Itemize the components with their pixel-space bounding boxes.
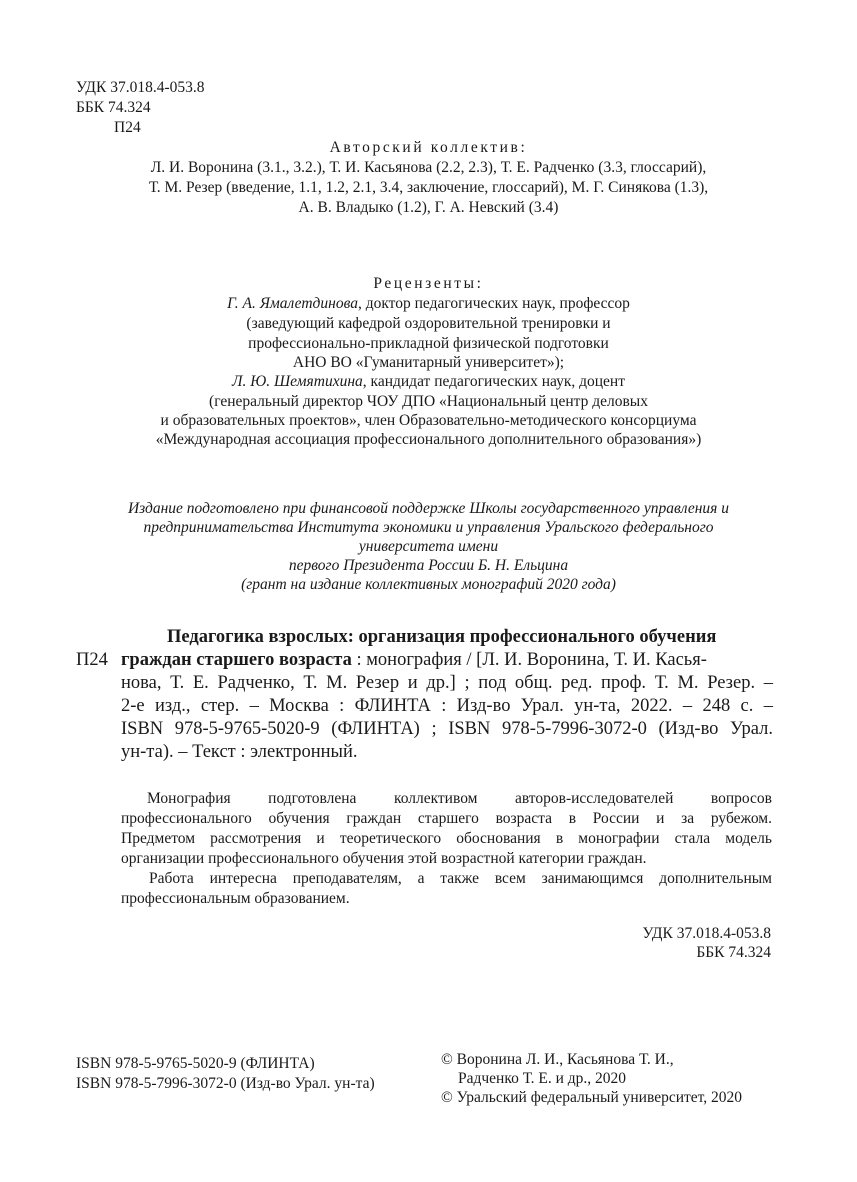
- authors-line-3: А. В. Владыко (1.2), Г. А. Невский (3.4): [298, 199, 559, 216]
- annotation: [121, 789, 772, 909]
- reviewer-2-header: [0, 372, 857, 392]
- annotation-p1-line-3: Предметом рассмотрения и теоретического обоснования в монографии стала модель: [121, 830, 772, 847]
- annotation-p1-line-1: Монография подготовлена коллективом авторов-исследователей вопросов: [147, 790, 772, 807]
- funding-line-3: университета имени: [358, 538, 499, 555]
- bibliographic-line-5: ISBN 978-5-9765-5020-9 (ФЛИНТА) ; ISBN 978-5-7996-3072-0 (Изд-во Урал.: [121, 719, 773, 739]
- bibliographic-line-2-rest: : монография / [Л. И. Воронина, Т. И. Касья-: [351, 650, 707, 670]
- bbk-code: ББК 74.324: [76, 99, 151, 116]
- funding-line-4: первого Президента России Б. Н. Ельцина: [288, 557, 569, 574]
- author-sign: П24: [114, 119, 141, 136]
- isbn-line-1: ISBN 978-5-9765-5020-9 (ФЛИНТА): [76, 1055, 315, 1072]
- bibliographic-line-2: [121, 649, 773, 672]
- reviewer-1-title: , доктор педагогических наук, профессор: [357, 295, 630, 312]
- reviewers-heading: Рецензенты:: [373, 275, 484, 292]
- reviewer-2-title: , кандидат педагогических наук, доцент: [362, 373, 625, 390]
- reviewer-1-line-3: АНО ВО «Гуманитарный университет»);: [292, 354, 565, 371]
- copyright-line-3: © Уральский федеральный университет, 2020: [441, 1089, 743, 1106]
- funding-line-2: предпринимательства Института экономики и управления Уральского федерального: [143, 519, 714, 536]
- udk-code-bottom: УДК 37.018.4-053.8: [642, 925, 771, 942]
- book-title-line-1: Педагогика взрослых: организация профессионального обучения: [167, 627, 717, 647]
- funding-line-1: Издание подготовлено при финансовой поддержке Школы государственного управления и: [127, 500, 730, 517]
- copyright-line-1: © Воронина Л. И., Касьянова Т. И.,: [441, 1051, 674, 1068]
- annotation-p1-line-4: организации профессионального обучения этой возрастной категории граждан.: [121, 850, 647, 867]
- copyright-line-2: Радченко Т. Е. и др., 2020: [458, 1070, 627, 1087]
- isbn-line-2: ISBN 978-5-7996-3072-0 (Изд-во Урал. ун-та): [76, 1075, 375, 1092]
- reviewer-1-line-2: профессионально-прикладной физической подготовки: [248, 335, 609, 352]
- authors-heading: Авторский коллектив:: [329, 139, 528, 156]
- authors-line-1: Л. И. Воронина (3.1., 3.2.), Т. И. Касьянова (2.2, 2.3), Т. Е. Радченко (3.3, глоссарий),: [150, 159, 707, 176]
- bbk-code-bottom: ББК 74.324: [696, 944, 771, 961]
- udk-code: УДК 37.018.4-053.8: [76, 79, 205, 96]
- annotation-p2-line-2: профессиональным образованием.: [121, 890, 350, 907]
- book-title-line-2: граждан старшего возраста: [121, 650, 352, 670]
- authors-line-2: Т. М. Резер (введение, 1.1, 1.2, 2.1, 3.4, заключение, глоссарий), М. Г. Синякова (1.3),: [148, 179, 709, 196]
- reviewer-2-line-3: «Международная ассоциация профессионального дополнительного образования»): [155, 431, 702, 448]
- reviewer-2-line-2: и образовательных проектов», член Образовательно-методического консорциума: [160, 412, 697, 429]
- bibliographic-line-3: нова, Т. Е. Радченко, Т. М. Резер и др.] ; под общ. ред. проф. Т. М. Резер. –: [121, 673, 773, 693]
- reviewer-2-line-1: (генеральный директор ЧОУ ДПО «Национальный центр деловых: [209, 393, 648, 410]
- funding-line-5: (грант на издание коллективных монографий 2020 года): [241, 576, 616, 593]
- reviewer-1-header: [0, 294, 857, 314]
- reviewer-1-line-1: (заведующий кафедрой оздоровительной тренировки и: [246, 315, 611, 332]
- bibliographic-line-4: 2-е изд., стер. – Москва : ФЛИНТА : Изд-во Урал. ун-та, 2022. – 248 с. –: [121, 696, 773, 716]
- annotation-p1-line-2: профессионального обучения граждан старшего возраста в России и за рубежом.: [121, 810, 772, 827]
- reviewer-2-name: Л. Ю. Шемятихина: [232, 373, 363, 390]
- bibliographic-line-6: ун-та). – Текст : электронный.: [121, 742, 358, 762]
- reviewer-1-name: Г. А. Ямалетдинова: [227, 295, 358, 312]
- bibliographic-sign: П24: [76, 650, 108, 670]
- annotation-p2-line-1: Работа интересна преподавателям, а также всем занимающимся дополнительным: [149, 870, 772, 887]
